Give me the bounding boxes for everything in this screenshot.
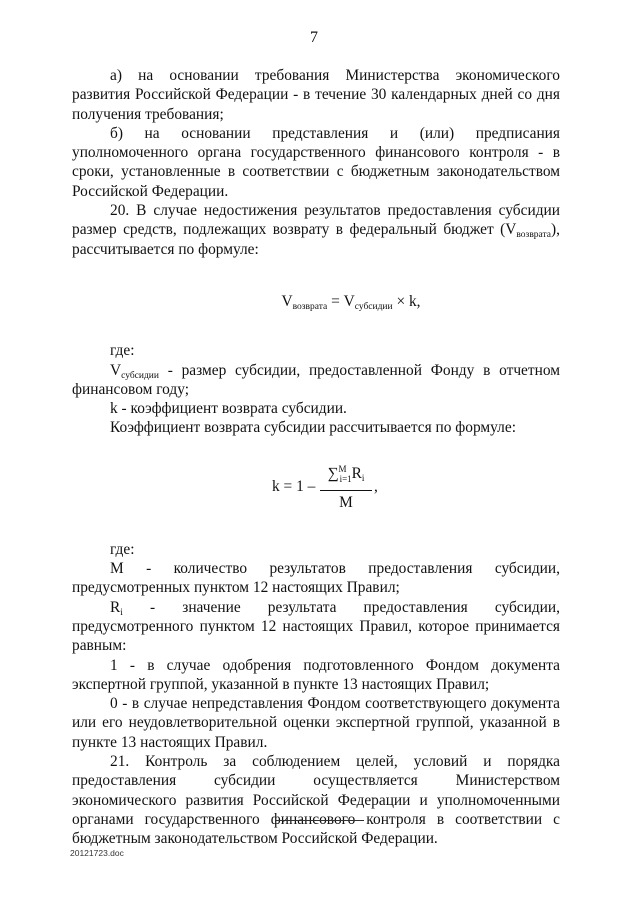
formula1-sub-subsidy: субсидии [354, 301, 393, 312]
paragraph-21: 21. Контроль за соблюдением целей, условий и порядка предоставления субсидии осуществляется Министерством экономического развития Российской Федерации и уполномоченными органами государственного финансового контроля в соответствии с бюджетным законодательством Российской Федерации. [72, 753, 560, 848]
paragraph-b: б) на основании представления и (или) предписания уполномоченного органа государственного финансового контроля - в сроки, установленные в соответствии с бюджетным законодательством Российской Федерации. [72, 124, 560, 200]
sum-upper-limit: M [338, 463, 347, 474]
paragraph-a: а) на основании требования Министерства экономического развития Российской Федерации - в течение 30 календарных дней со дня получения требования; [72, 67, 560, 123]
value-one: 1 - в случае одобрения подготовленного Фондом документа экспертной группой, указанной в пункте 13 настоящих Правил; [72, 656, 560, 693]
formula1-sub-return: возврата [292, 301, 328, 312]
paragraph-20-text: 20. В случае недостижения результатов предоставления субсидии размер средств, подлежащих возврату в федеральный бюджет (V [72, 202, 560, 239]
where-label-2: где: [110, 540, 135, 558]
definition-v-subscript: субсидии [121, 370, 159, 381]
formula2-r: R [351, 464, 362, 482]
definition-v-text: - размер субсидии, предоставленной Фонду в отчетном финансовом году; [72, 361, 560, 398]
formula1-v: V [281, 292, 293, 310]
coefficient-intro: Коэффициент возврата субсидии рассчитывается по формуле: [110, 419, 516, 437]
formula2-lhs: k = 1 – [272, 477, 316, 495]
end-divider [276, 820, 364, 821]
paragraph-20 [72, 201, 560, 259]
formula2-denominator: M [339, 494, 353, 512]
formula1-rest: × k, [392, 292, 421, 310]
formula2-r-subscript: i [361, 472, 365, 483]
formula-coefficient [72, 450, 560, 526]
definition-k: k - коэффициент возврата субсидии. [110, 400, 347, 418]
definition-ri-text: - значение результата предоставления субсидии, предусмотренного пунктом 12 настоящих Правил, которое принимается равным: [72, 598, 560, 655]
formula1-eq: = V [327, 292, 355, 310]
footer-filename: 20121723.doc [70, 848, 124, 858]
definition-ri-subscript: i [120, 607, 123, 618]
formula2-numerator: ∑$^M_{i=1}$Ri [320, 460, 372, 491]
formula2-fraction [320, 460, 372, 513]
formula2-comma: , [374, 477, 378, 495]
paragraph-20-subscript: возврата [516, 230, 552, 241]
document-body [72, 66, 560, 849]
definition-v-subsidy: $V_{субсидии}$ - размер субсидии, предоставленной Фонду в отчетном финансовом году; [72, 361, 560, 398]
definition-m: M - количество результатов предоставления субсидии, предусмотренных пунктом 12 настоящих Правил; [72, 560, 560, 597]
value-zero: 0 - в случае непредставления Фондом соответствующего документа или его неудовлетворительной оценки экспертной группой, указанной в пункте 13 настоящих Правил. [72, 695, 560, 751]
paragraph-20-end: ), рассчитывается по формуле: [72, 221, 560, 258]
page-number: 7 [310, 29, 318, 46]
definition-ri: $R_i$ - значение результата предоставления субсидии, предусмотренного пунктом 12 настоящих Правил, которое принимается равным: [72, 598, 560, 655]
where-label-1: где: [110, 342, 135, 360]
sum-lower-limit: i=1 [339, 473, 352, 484]
formula-return-amount [72, 292, 560, 311]
